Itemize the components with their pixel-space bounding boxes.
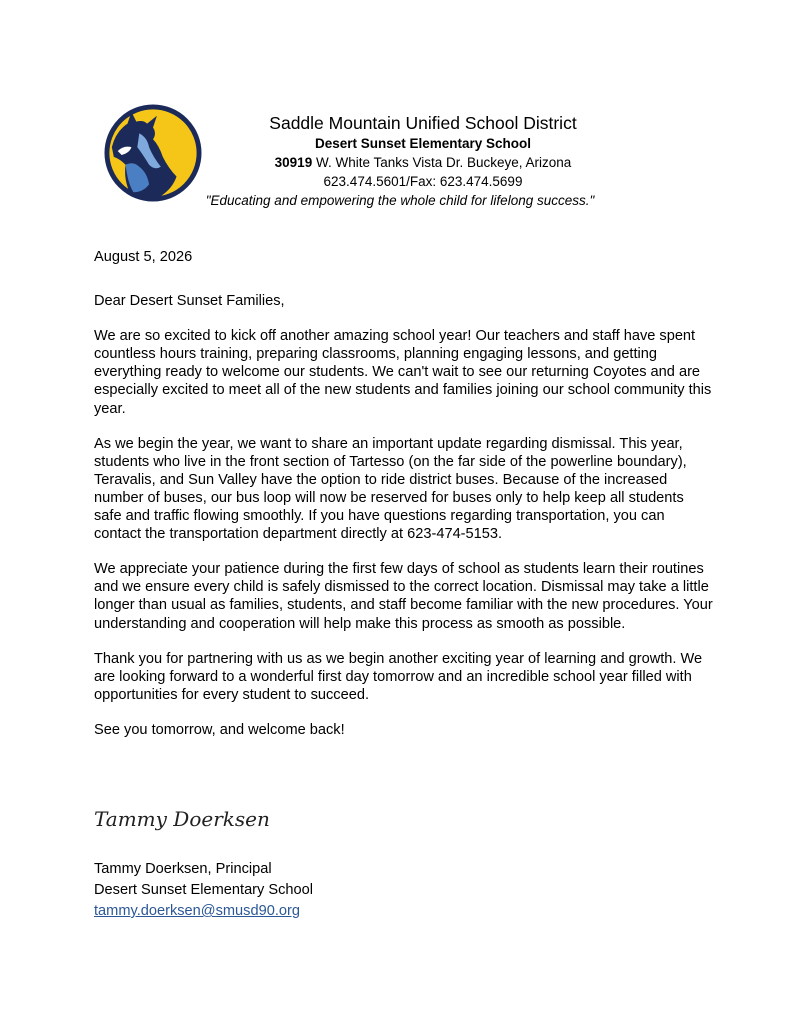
paragraph-welcome: We are so excited to kick off another amazing school year! Our teachers and staff have spent countless hours training, preparing classrooms, planning engaging lessons, and getting everything ready to welcome our students. We can't wait to see our returning Coyotes and are especially excited to meet all of the new students and families joining our school community this year.	[94, 328, 712, 417]
handwritten-signature	[94, 800, 394, 836]
district-name: Saddle Mountain Unified School District	[269, 113, 577, 133]
address-number: 30919	[274, 155, 313, 170]
phone-fax: 623.474.5601/Fax: 623.474.5699	[323, 174, 523, 189]
letterhead	[150, 112, 650, 210]
paragraph-thanks: Thank you for partnering with us as we begin another exciting year of learning and growth. We are looking forward to a wonderful first day tomorrow and an incredible school year filled with opportunities for every student to succeed.	[94, 650, 703, 703]
principal-email-link[interactable]: tammy.doerksen@smusd90.org	[94, 903, 300, 919]
principal-school: Desert Sunset Elementary School	[94, 882, 314, 898]
paragraph-dismissal: As we begin the year, we want to share an important update regarding dismissal. This year, students who live in the front section of Tartesso (on the far side of the powerline boundary), Teravalis, and Sun Valley have the option to ride district buses. Because of the increased number of buses, our bus loop will now be reserved for buses only to help keep all students safe and traffic flowing smoothly. If you have questions regarding transportation, you can contact the transportation department directly at 623-474-5153.	[94, 435, 687, 543]
school-address	[196, 153, 650, 172]
salutation: Dear Desert Sunset Families,	[94, 293, 285, 310]
paragraph-patience: We appreciate your patience during the first few days of school as students learn their routines and we ensure every child is safely dismissed to the correct location. Dismissal may take a little longer than usual as families, students, and staff become familiar with the new procedures. Your understanding and cooperation will help make this process as smooth as possible.	[94, 561, 713, 632]
principal-name: Tammy Doerksen, Principal	[94, 861, 272, 877]
letter-date: August 5, 2026	[94, 249, 193, 265]
closing-line: See you tomorrow, and welcome back!	[94, 721, 345, 738]
school-motto: "Educating and empowering the whole child for lifelong success."	[205, 193, 595, 208]
signature-text: Tammy Doerksen	[94, 807, 270, 831]
school-name: Desert Sunset Elementary School	[314, 136, 532, 151]
signature-block	[94, 859, 313, 922]
letter-body	[94, 248, 714, 756]
address-street: W. White Tanks Vista Dr. Buckeye, Arizona	[312, 155, 572, 170]
